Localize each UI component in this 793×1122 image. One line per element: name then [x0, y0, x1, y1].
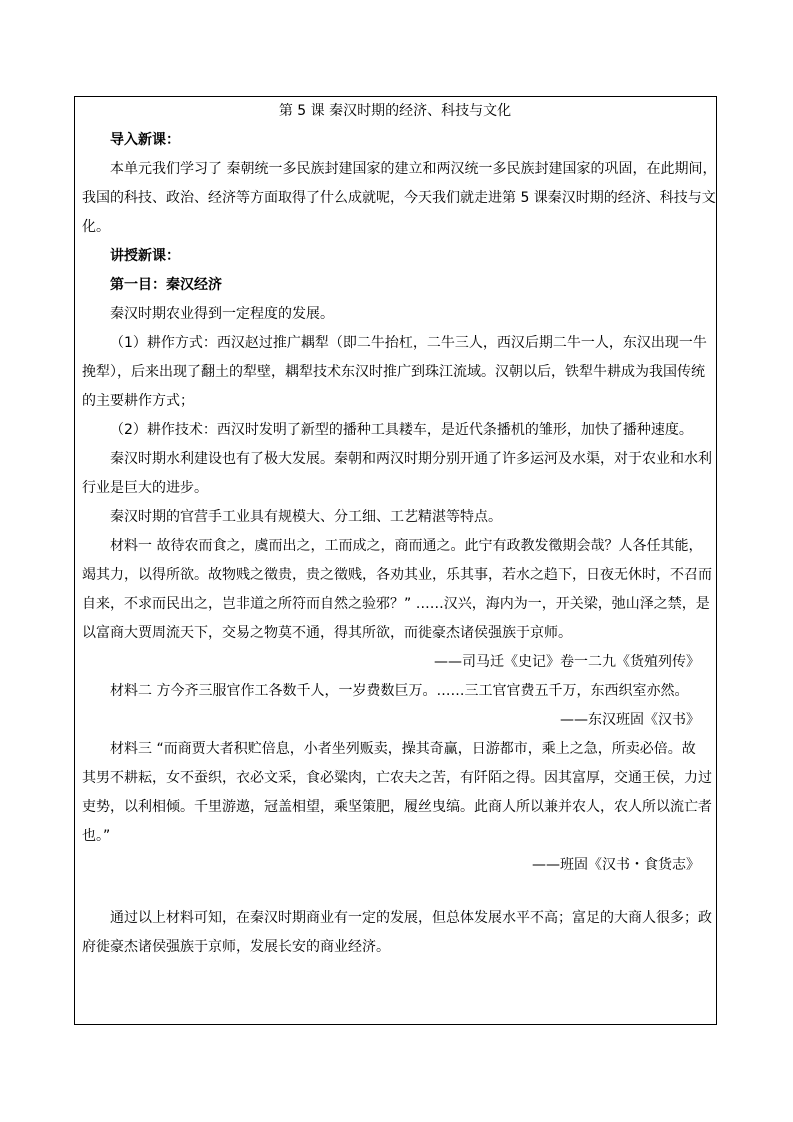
- material3-line-1: 材料三 “而商贾大者积贮倍息，小者坐列贩卖，操其奇赢，日游都市，乘上之急，所卖必倍。故: [110, 741, 696, 757]
- tech-paragraph: （2）耕作技术：西汉时发明了新型的播种工具耧车，是近代条播机的雏形，加快了播种速度。: [110, 422, 693, 438]
- material3-line-2: 其男不耕耘，女不蚕织，衣必文采，食必粱肉，亡农夫之苦，有阡陌之得。因其富厚，交通王侯，力过: [82, 770, 712, 786]
- water-line-2: 行业是巨大的进步。: [82, 480, 208, 496]
- intro-line-1: 本单元我们学习了 秦朝统一多民族封建国家的建立和两汉统一多民族封建国家的巩固，在此期间，: [110, 161, 717, 177]
- material2-paragraph: 材料二 方今齐三服官作工各数千人，一岁费数巨万。……三工官官费五千万，东西织室亦然。: [110, 683, 689, 699]
- intro-heading: 导入新课：: [110, 132, 180, 148]
- material1-line-2: 竭其力，以得所欲。故物贱之徵贵，贵之徵贱，各劝其业，乐其事，若水之趋下，日夜无休时，不召而: [82, 567, 712, 583]
- material1-line-1: 材料一 故待农而食之，虞而出之，工而成之，商而通之。此宁有政教发徵期会哉？人各任其能，: [110, 538, 703, 554]
- method-line-1: （1）耕作方式：西汉赵过推广耦犁（即二牛抬杠，二牛三人，西汉后期二牛一人，东汉出现一牛: [110, 335, 707, 351]
- section1-heading: 第一目：秦汉经济: [110, 277, 222, 293]
- lesson-content: [82, 100, 717, 959]
- material1-line-3: 自来，不求而民出之，岂非道之所符而自然之验邪？” ……汉兴，海内为一，开关梁，弛山泽之禁，是: [82, 596, 710, 612]
- material1-source: ——司马迁《史记》卷一二九《货殖列传》: [434, 654, 700, 670]
- material1-line-4: 以富商大贾周流天下，交易之物莫不通，得其所欲，而徙豪杰诸侯强族于京师。: [82, 625, 572, 641]
- material2-source: ——东汉班固《汉书》: [560, 712, 700, 728]
- conclusion-line-2: 府徙豪杰诸侯强族于京师，发展长安的商业经济。: [82, 939, 390, 955]
- lecture-heading: 讲授新课：: [110, 248, 180, 264]
- method-line-2: 挽犁），后来出现了翻土的犁壁，耦犁技术东汉时推广到珠江流域。汉朝以后，铁犁牛耕成为我国传统: [82, 364, 705, 380]
- material3-line-4: 也。”: [82, 828, 111, 844]
- handicraft-paragraph: 秦汉时期的官营手工业具有规模大、分工细、工艺精湛等特点。: [110, 509, 502, 525]
- material3-line-3: 吏势，以利相倾。千里游遨，冠盖相望，乘坚策肥，履丝曳缟。此商人所以兼并农人，农人所以流亡者: [82, 799, 712, 815]
- lesson-title: 第 5 课 秦汉时期的经济、科技与文化: [278, 103, 512, 119]
- intro-line-3: 化。: [82, 219, 110, 235]
- water-line-1: 秦汉时期水利建设也有了极大发展。秦朝和两汉时期分别开通了许多运河及水渠，对于农业和水利: [110, 451, 712, 467]
- intro-line-2: 我国的科技、政治、经济等方面取得了什么成就呢，今天我们就走进第 5 课秦汉时期的经济、科技与文: [82, 190, 716, 206]
- agriculture-paragraph: 秦汉时期农业得到一定程度的发展。: [110, 306, 334, 322]
- material3-source: ——班固《汉书・食货志》: [532, 857, 700, 873]
- method-line-3: 的主要耕作方式；: [82, 393, 194, 409]
- conclusion-line-1: 通过以上材料可知，在秦汉时期商业有一定的发展，但总体发展水平不高；富足的大商人很多；政: [110, 910, 712, 926]
